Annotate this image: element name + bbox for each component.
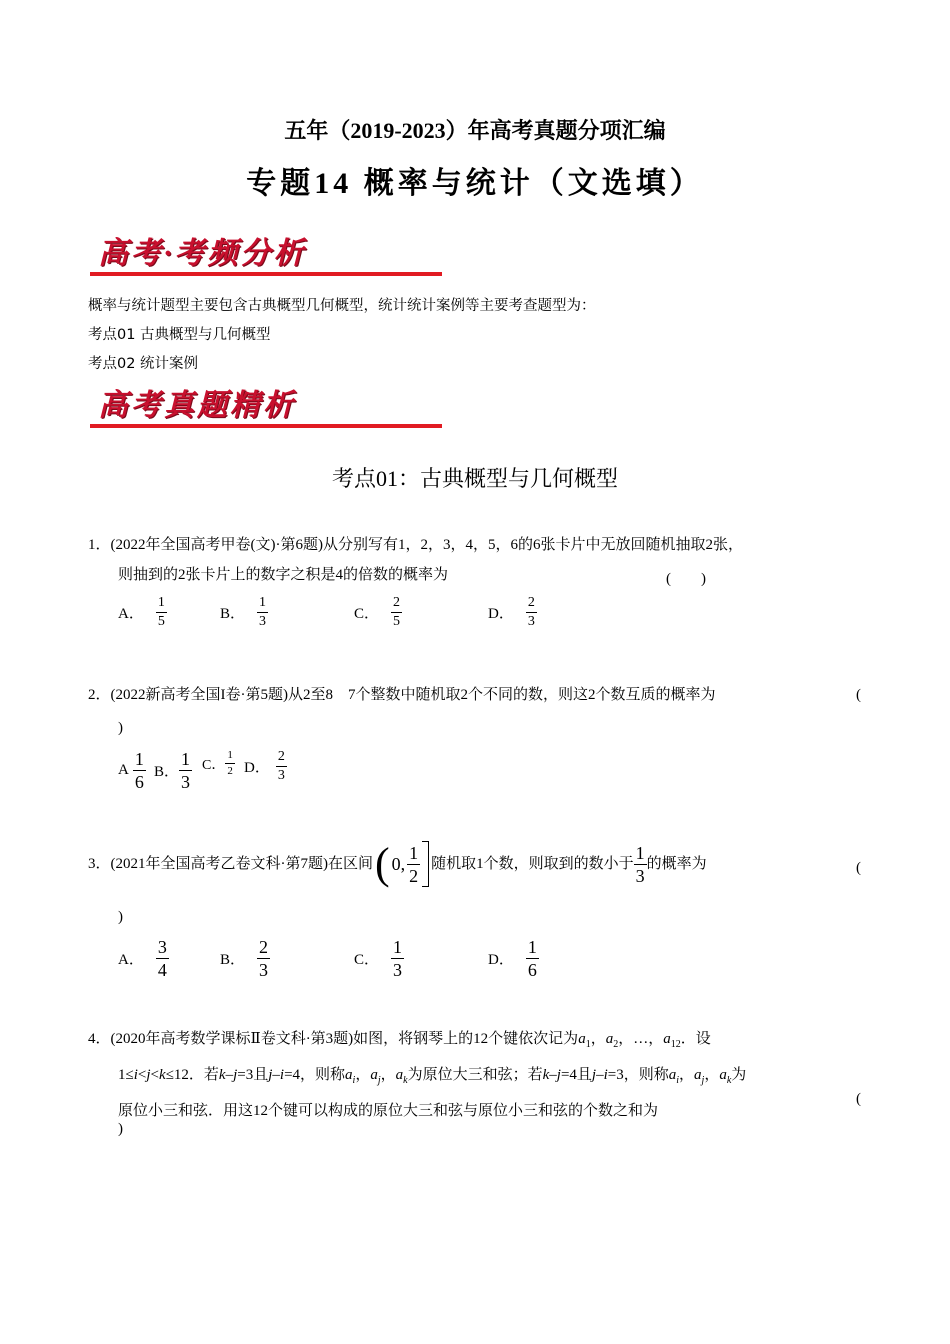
q4-text: =3且 — [237, 1067, 269, 1083]
q3-option-c-fraction — [391, 938, 404, 979]
q3-option-b[interactable] — [220, 938, 270, 979]
q4-sub: 2 — [613, 1039, 619, 1050]
fraction-bar — [407, 864, 420, 865]
q4-var: j — [268, 1067, 273, 1083]
fraction-bar — [391, 958, 404, 959]
q3-option-a[interactable] — [118, 938, 169, 979]
q1-option-a-fraction — [156, 596, 167, 629]
q4-text: < — [137, 1067, 147, 1083]
q4-sub: k — [403, 1075, 408, 1086]
fraction-bar — [526, 958, 539, 959]
q1-option-d-fraction — [526, 596, 537, 629]
q4-var: k — [542, 1067, 550, 1083]
fraction-bar — [526, 612, 537, 613]
q3-option-d[interactable] — [488, 938, 539, 979]
question-4 — [88, 1024, 746, 1126]
q3-option-d-numerator: 1 — [527, 937, 537, 957]
analysis-banner-underline — [90, 272, 442, 276]
question-3-paren-close: ) — [118, 909, 123, 925]
document-subtitle: 专题14 概率与统计（文选填） — [246, 167, 704, 200]
q1-option-d-label: D． — [488, 606, 514, 622]
analysis-banner — [90, 226, 442, 276]
q4-var: j — [556, 1067, 561, 1083]
q3-option-c-numerator: 1 — [393, 937, 403, 957]
q3-option-a-denominator: 4 — [157, 960, 167, 980]
q1-option-c-numerator: 2 — [393, 595, 401, 610]
q4-var-a: a — [605, 1031, 614, 1047]
q4-sep: ， — [355, 1067, 371, 1083]
question-1-answer-paren: ( ) — [666, 571, 706, 587]
question-4-line-3: 原位小三和弦．用这12个键可以构成的原位大三和弦与原位小三和弦的个数之和为 — [118, 1103, 659, 1119]
q4-var: i — [133, 1067, 138, 1083]
fraction-bar — [225, 763, 235, 764]
q2-option-b-fraction — [179, 750, 192, 791]
q4-var-a: a — [694, 1067, 702, 1083]
q1-option-b-label: B． — [220, 606, 246, 622]
intro-point-1: 考点01 古典概型与几何概型 — [88, 327, 271, 343]
q2-option-a-fraction — [133, 750, 146, 791]
q3-option-c[interactable] — [354, 938, 404, 979]
q3-option-b-denominator: 3 — [259, 960, 269, 980]
question-2-line-1: 2．(2022新高考全国I卷·第5题)从2至8 7个整数中随机取2个不同的数，则这2个数互质的概率为 — [88, 687, 716, 703]
q1-option-a[interactable] — [118, 596, 167, 629]
q2-option-b-label: B． — [154, 764, 180, 780]
fraction-bar — [133, 770, 146, 771]
section-title: 考点01：古典概型与几何概型 — [331, 466, 618, 491]
interval-denominator: 2 — [409, 865, 419, 886]
q1-option-d[interactable] — [488, 596, 537, 629]
question-3-interval — [375, 841, 429, 887]
q3-option-b-fraction — [257, 938, 270, 979]
question-3 — [88, 841, 707, 887]
question-3-middle: 随机取1个数，则取到的数小于 — [431, 856, 634, 872]
question-3-numerator: 1 — [635, 842, 645, 863]
q4-var: j — [591, 1067, 597, 1083]
question-4-line-2 — [88, 1060, 746, 1096]
q2-option-b-numerator: 1 — [181, 749, 191, 769]
question-2-paren-open: ( — [856, 687, 861, 703]
q4-text: 1≤ — [118, 1067, 134, 1083]
question-4-paren-open: ( — [856, 1091, 861, 1107]
question-1-line-1: 1．(2022年全国高考甲卷(文)·第6题)从分别写有1，2，3，4，5，6的6张卡片中无放回随机抽取2张， — [88, 537, 743, 553]
fraction-bar — [391, 612, 402, 613]
q4-var-a: a — [663, 1031, 671, 1047]
q4-sep: ， — [380, 1067, 396, 1083]
q4-text: – — [225, 1067, 234, 1083]
question-3-prefix: 3．(2021年全国高考乙卷文科·第7题)在区间 — [88, 856, 373, 872]
q1-option-c-fraction — [391, 596, 402, 629]
q3-option-b-label: B． — [220, 952, 246, 968]
question-1 — [88, 530, 743, 590]
q4-var: k — [218, 1067, 226, 1083]
q4-text: 为 — [731, 1067, 747, 1083]
q2-option-a-numerator: 1 — [134, 749, 144, 769]
q1-option-a-denominator: 5 — [157, 614, 165, 629]
question-1-line-2: 则抽到的2张卡片上的数字之积是4的倍数的概率为 — [118, 567, 449, 583]
q2-option-c-fraction — [225, 750, 235, 777]
q4-sub: 1 — [585, 1039, 591, 1050]
fraction-bar — [257, 612, 268, 613]
question-3-suffix: 的概率为 — [646, 856, 707, 872]
exam-banner-underline — [90, 424, 442, 428]
q4-text: =4，则称 — [284, 1067, 346, 1083]
q3-option-c-label: C． — [354, 952, 380, 968]
intro-text: 概率与统计题型主要包含古典概型几何概型，统计统计案例等主要考查题型为： — [88, 298, 596, 314]
q1-option-d-numerator: 2 — [527, 595, 535, 610]
intro-point-2: 考点02 统计案例 — [88, 356, 199, 372]
q4-text: 4．(2020年高考数学课标Ⅱ卷文科·第3题)如图，将钢琴上的12个键依次记为 — [88, 1031, 579, 1047]
q3-option-d-label: D． — [488, 952, 514, 968]
q4-var-a: a — [370, 1067, 378, 1083]
q4-var: k — [159, 1067, 166, 1083]
exam-banner-label: 高考真题精析 — [98, 389, 296, 422]
q1-option-a-label: A． — [118, 606, 144, 622]
q3-option-a-fraction — [156, 938, 169, 979]
q2-option-a[interactable] — [118, 750, 146, 791]
q2-option-c[interactable] — [202, 750, 235, 777]
q2-option-d-fraction — [276, 750, 287, 783]
q4-sub: k — [726, 1075, 732, 1086]
interval-zero: 0, — [391, 854, 406, 874]
q4-sub: i — [676, 1075, 680, 1086]
interval-fraction — [407, 844, 420, 885]
q4-text: =3，则称 — [607, 1067, 669, 1083]
q4-sub: j — [377, 1075, 381, 1086]
q1-option-b-denominator: 3 — [259, 614, 267, 629]
fraction-bar — [257, 958, 270, 959]
q4-sub: j — [701, 1075, 705, 1086]
q4-sep: ， — [704, 1067, 720, 1083]
fraction-bar — [156, 958, 169, 959]
q4-sep: ， — [590, 1031, 606, 1047]
question-3-denominator: 3 — [635, 865, 645, 886]
q2-option-a-label: A — [118, 762, 129, 778]
q2-option-d-numerator: 2 — [277, 749, 285, 764]
q2-option-d[interactable] — [244, 750, 287, 783]
q1-option-b-fraction — [257, 596, 268, 629]
q1-option-c-denominator: 5 — [393, 614, 401, 629]
q4-var-a: a — [719, 1067, 727, 1083]
q2-option-b[interactable] — [154, 750, 192, 791]
q3-option-b-numerator: 2 — [259, 937, 269, 957]
q4-text: – — [272, 1067, 280, 1083]
question-3-paren-open: ( — [856, 860, 861, 876]
q4-var-a: a — [395, 1067, 404, 1083]
fraction-bar — [179, 770, 192, 771]
q3-option-a-numerator: 3 — [157, 937, 167, 957]
q1-option-b-numerator: 1 — [259, 595, 267, 610]
q2-option-d-label: D． — [244, 760, 270, 776]
q1-option-a-numerator: 1 — [157, 595, 165, 610]
q4-var-a: a — [668, 1067, 677, 1083]
q4-var: i — [279, 1067, 285, 1083]
question-2 — [88, 680, 715, 710]
q3-option-d-denominator: 6 — [527, 960, 537, 980]
interval-numerator: 1 — [409, 842, 419, 863]
question-3-fraction — [634, 844, 647, 885]
q4-text: < — [150, 1067, 160, 1083]
q2-option-c-denominator: 2 — [227, 765, 233, 777]
q4-text: ≤12．若 — [165, 1067, 219, 1083]
q4-text: – — [596, 1067, 604, 1083]
q4-text: ．设 — [680, 1031, 711, 1047]
q4-var-a: a — [345, 1067, 353, 1083]
q1-option-b[interactable] — [220, 596, 268, 629]
analysis-banner-label: 高考·考频分析 — [98, 237, 307, 270]
q4-var: i — [603, 1067, 608, 1083]
q2-option-d-denominator: 3 — [277, 768, 285, 783]
q4-text: 为原位大三和弦；若 — [407, 1067, 543, 1083]
interval-right-bracket — [422, 841, 429, 887]
q3-option-c-denominator: 3 — [393, 960, 403, 980]
q4-text: =4且 — [560, 1067, 592, 1083]
q2-option-c-label: C． — [202, 757, 226, 773]
q4-var: j — [233, 1067, 238, 1083]
q4-dots: …， — [633, 1031, 664, 1047]
q4-var-a: a — [578, 1031, 586, 1047]
question-4-line-1 — [88, 1024, 746, 1060]
document-title: 五年（2019-2023）年高考真题分项汇编 — [284, 118, 666, 143]
q2-option-c-numerator: 1 — [227, 749, 233, 761]
fraction-bar — [634, 864, 647, 865]
q4-text: – — [549, 1067, 557, 1083]
exam-banner — [90, 378, 442, 428]
q2-option-b-denominator: 3 — [181, 772, 191, 792]
question-4-paren-close: ) — [118, 1121, 123, 1137]
q1-option-c[interactable] — [354, 596, 402, 629]
q4-sep: ， — [618, 1031, 634, 1047]
q4-sub: i — [352, 1075, 356, 1086]
fraction-bar — [156, 612, 167, 613]
q3-option-d-fraction — [526, 938, 539, 979]
q4-var: j — [146, 1067, 151, 1083]
question-2-paren-close: ) — [118, 720, 123, 736]
q4-sep: ， — [679, 1067, 695, 1083]
fraction-bar — [276, 766, 287, 767]
q3-option-a-label: A． — [118, 952, 144, 968]
q2-option-a-denominator: 6 — [134, 772, 144, 792]
q1-option-c-label: C． — [354, 606, 380, 622]
q4-sub: 12 — [670, 1039, 681, 1050]
interval-left-paren: ( — [375, 839, 390, 888]
q1-option-d-denominator: 3 — [527, 614, 535, 629]
